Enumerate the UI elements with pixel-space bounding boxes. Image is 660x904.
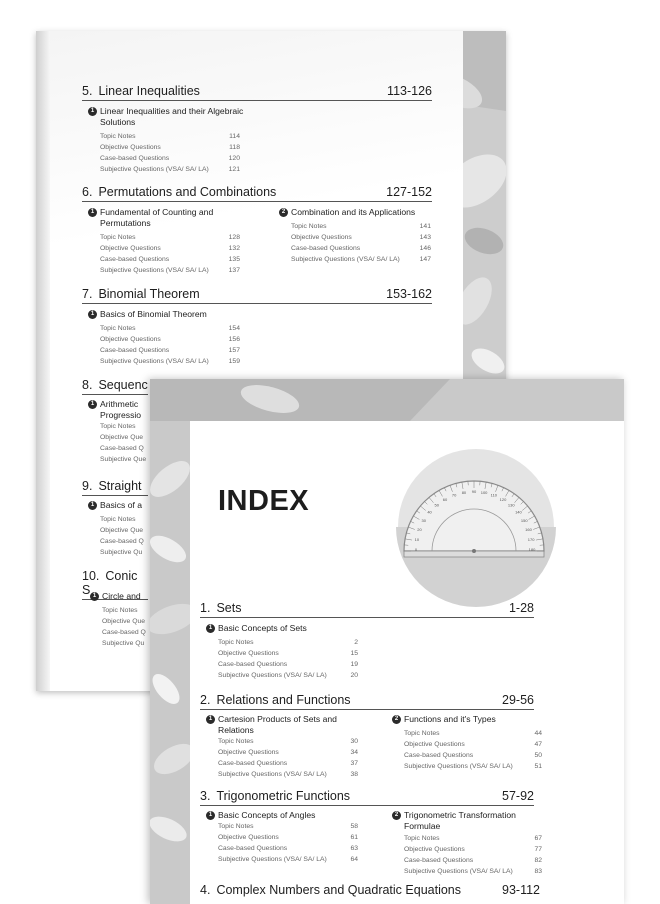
section-pages: 29-56 [502,693,534,707]
section-pages: 1-28 [508,601,534,615]
page-title: INDEX [218,485,310,517]
toc-row: Objective Questions 118 [100,144,240,151]
protractor-scale-label: 50 [434,502,439,508]
section-number: 3. [200,789,211,803]
toc-row: Subjective Questions (VSA/ SA/ LA) 64 [218,856,358,863]
protractor-scale-label: 30 [421,518,426,523]
section-title: Trigonometric Functions [216,789,351,803]
toc-row: Topic Notes 58 [218,823,358,830]
protractor-scale-label: 100 [480,489,488,495]
toc-section-9[interactable] [82,479,148,496]
toc-section-3[interactable] [200,789,534,806]
toc-row: Objective Questions 61 [218,834,358,841]
section-title: Complex Numbers and Quadratic Equations [216,883,462,897]
toc-row: Case-based Questions 50 [404,752,542,759]
toc-row: Objective Que [100,434,144,441]
section-pages: 57-92 [502,789,534,803]
section-title: Binomial Theorem [98,287,200,301]
toc-row: Case-based Q [102,629,146,636]
toc-section-7[interactable] [82,287,432,304]
protractor-scale-label: 20 [417,527,422,533]
toc-row: Topic Notes [102,607,138,614]
subsection-title: Basic Concepts of Angles [218,810,316,820]
page-edge-shadow [36,31,50,691]
toc-subsection[interactable] [206,810,386,865]
toc-subsection[interactable] [88,500,150,558]
toc-subsection[interactable] [206,623,386,681]
subsection-title: Trigonometric Transformation Formulae [404,810,516,831]
toc-row: Case-based Questions 37 [218,760,358,767]
toc-row: Topic Notes 2 [218,639,358,646]
toc-row: Objective Questions 77 [404,846,542,853]
toc-section-6[interactable] [82,185,432,202]
subsection-bullet: 1 [206,624,215,633]
toc-subsection[interactable] [88,309,268,367]
toc-row: Case-based Questions 135 [100,256,240,263]
toc-row: Subjective Qu [100,549,143,556]
toc-section-5[interactable] [82,84,432,101]
subsection-title: Fundamental of Counting and Permutations [100,207,214,228]
section-number: 1. [200,601,211,615]
toc-row: Subjective Questions (VSA/ SA/ LA) 159 [100,358,240,365]
toc-row: Objective Questions 143 [291,234,431,241]
section-number: 7. [82,287,93,301]
protractor-scale-label: 180 [528,547,536,552]
protractor-scale-label: 0 [414,547,418,552]
subsection-title: Basic Concepts of Sets [218,623,307,633]
toc-row: Case-based Questions 63 [218,845,358,852]
toc-row: Topic Notes 44 [404,730,542,737]
toc-row: Objective Questions 132 [100,245,240,252]
subsection-title: Basics of Binomial Theorem [100,309,207,319]
subsection-bullet: 2 [392,715,401,724]
protractor-scale-label: 110 [490,492,498,498]
subsection-title: Linear Inequalities and their Algebraic Solutions [100,106,244,127]
protractor-scale-label: 150 [520,518,528,523]
toc-subsection[interactable] [392,714,542,772]
toc-subsection[interactable] [90,591,150,649]
subsection-bullet: 2 [279,208,288,217]
protractor-scale-label: 140 [515,509,522,515]
protractor-scale-label: 120 [499,496,507,502]
toc-row: Subjective Questions (VSA/ SA/ LA) 83 [404,868,542,875]
protractor-scale-label: 10 [414,536,420,542]
toc-subsection[interactable] [88,399,150,465]
protractor-scale-label: 70 [451,492,457,498]
toc-row: Case-based Questions 157 [100,347,240,354]
toc-row: Topic Notes 30 [218,738,358,745]
toc-subsection[interactable] [88,207,268,276]
subsection-bullet: 1 [88,107,97,116]
section-title: Linear Inequalities [98,84,200,98]
subsection-bullet: 2 [392,811,401,820]
protractor-image [396,447,556,607]
toc-row: Topic Notes 67 [404,835,542,842]
toc-row: Topic Notes 154 [100,325,240,332]
toc-row: Case-based Q [100,445,144,452]
toc-section-1[interactable] [200,601,534,618]
section-title: Permutations and Combinations [98,185,277,199]
subsection-bullet: 1 [206,811,215,820]
protractor-scale-label: 60 [442,496,448,502]
toc-row: Objective Questions 34 [218,749,358,756]
section-pages: 113-126 [387,84,432,98]
protractor-scale-label: 130 [507,502,515,508]
toc-row: Topic Notes 114 [100,133,240,140]
toc-row: Objective Que [102,618,146,625]
section-title: Straight [98,479,142,493]
toc-row: Subjective Questions (VSA/ SA/ LA) 20 [218,672,358,679]
subsection-title: Circle and [102,591,141,601]
toc-subsection[interactable] [88,106,268,175]
toc-row: Topic Notes [100,516,136,523]
section-number: 9. [82,479,93,493]
toc-subsection[interactable] [392,810,542,877]
toc-row: Topic Notes 141 [291,223,431,230]
section-number: 8. [82,378,93,392]
toc-section-2[interactable] [200,693,534,710]
toc-row: Subjective Questions (VSA/ SA/ LA) 121 [100,166,240,173]
toc-subsection[interactable] [206,714,386,780]
toc-row: Objective Questions 15 [218,650,358,657]
toc-row: Subjective Qu [102,640,145,647]
subsection-bullet: 1 [90,592,99,601]
toc-row: Topic Notes [100,423,136,430]
section-number: 6. [82,185,93,199]
section-number: 5. [82,84,93,98]
subsection-title: Functions and it's Types [404,714,496,724]
section-number: 2. [200,693,211,707]
toc-subsection[interactable] [279,207,439,265]
toc-row: Objective Que [100,527,144,534]
section-pages: 153-162 [386,287,432,301]
toc-row: Case-based Q [100,538,144,545]
toc-row: Objective Questions 156 [100,336,240,343]
protractor-scale-label: 90 [471,489,477,494]
toc-row: Subjective Questions (VSA/ SA/ LA) 38 [218,771,358,778]
toc-section-4[interactable] [200,883,540,899]
section-title: Sequenc [98,378,148,392]
subsection-bullet: 1 [88,310,97,319]
subsection-title: Basics of a [100,500,143,510]
protractor-scale-label: 170 [527,536,535,542]
toc-row: Case-based Questions 82 [404,857,542,864]
subsection-bullet: 1 [88,208,97,217]
subsection-bullet: 1 [206,715,215,724]
section-pages: 127-152 [386,185,432,199]
subsection-bullet: 1 [88,400,97,409]
protractor-scale-label: 40 [427,509,432,515]
protractor-scale-label: 80 [461,489,467,495]
section-title: Sets [216,601,242,615]
toc-row: Subjective Que [100,456,147,463]
toc-row: Subjective Questions (VSA/ SA/ LA) 147 [291,256,431,263]
subsection-title: Cartesion Products of Sets and Relations [218,714,337,735]
section-pages: 93-112 [502,883,540,897]
toc-row: Objective Questions 47 [404,741,542,748]
section-number: 4. [200,883,211,897]
toc-row: Case-based Questions 19 [218,661,358,668]
section-title: Conic S [82,569,138,597]
section-number: 10. [82,569,100,583]
toc-row: Case-based Questions 146 [291,245,431,252]
toc-row: Topic Notes 128 [100,234,240,241]
toc-row: Subjective Questions (VSA/ SA/ LA) 137 [100,267,240,274]
protractor-scale-label: 160 [525,527,532,533]
toc-row: Subjective Questions (VSA/ SA/ LA) 51 [404,763,542,770]
toc-section-8[interactable] [82,378,148,395]
section-title: Relations and Functions [216,693,351,707]
toc-row: Case-based Questions 120 [100,155,240,162]
subsection-title: Combination and its Applications [291,207,416,217]
subsection-bullet: 1 [88,501,97,510]
subsection-title: Arithmetic Progressio [100,399,142,420]
